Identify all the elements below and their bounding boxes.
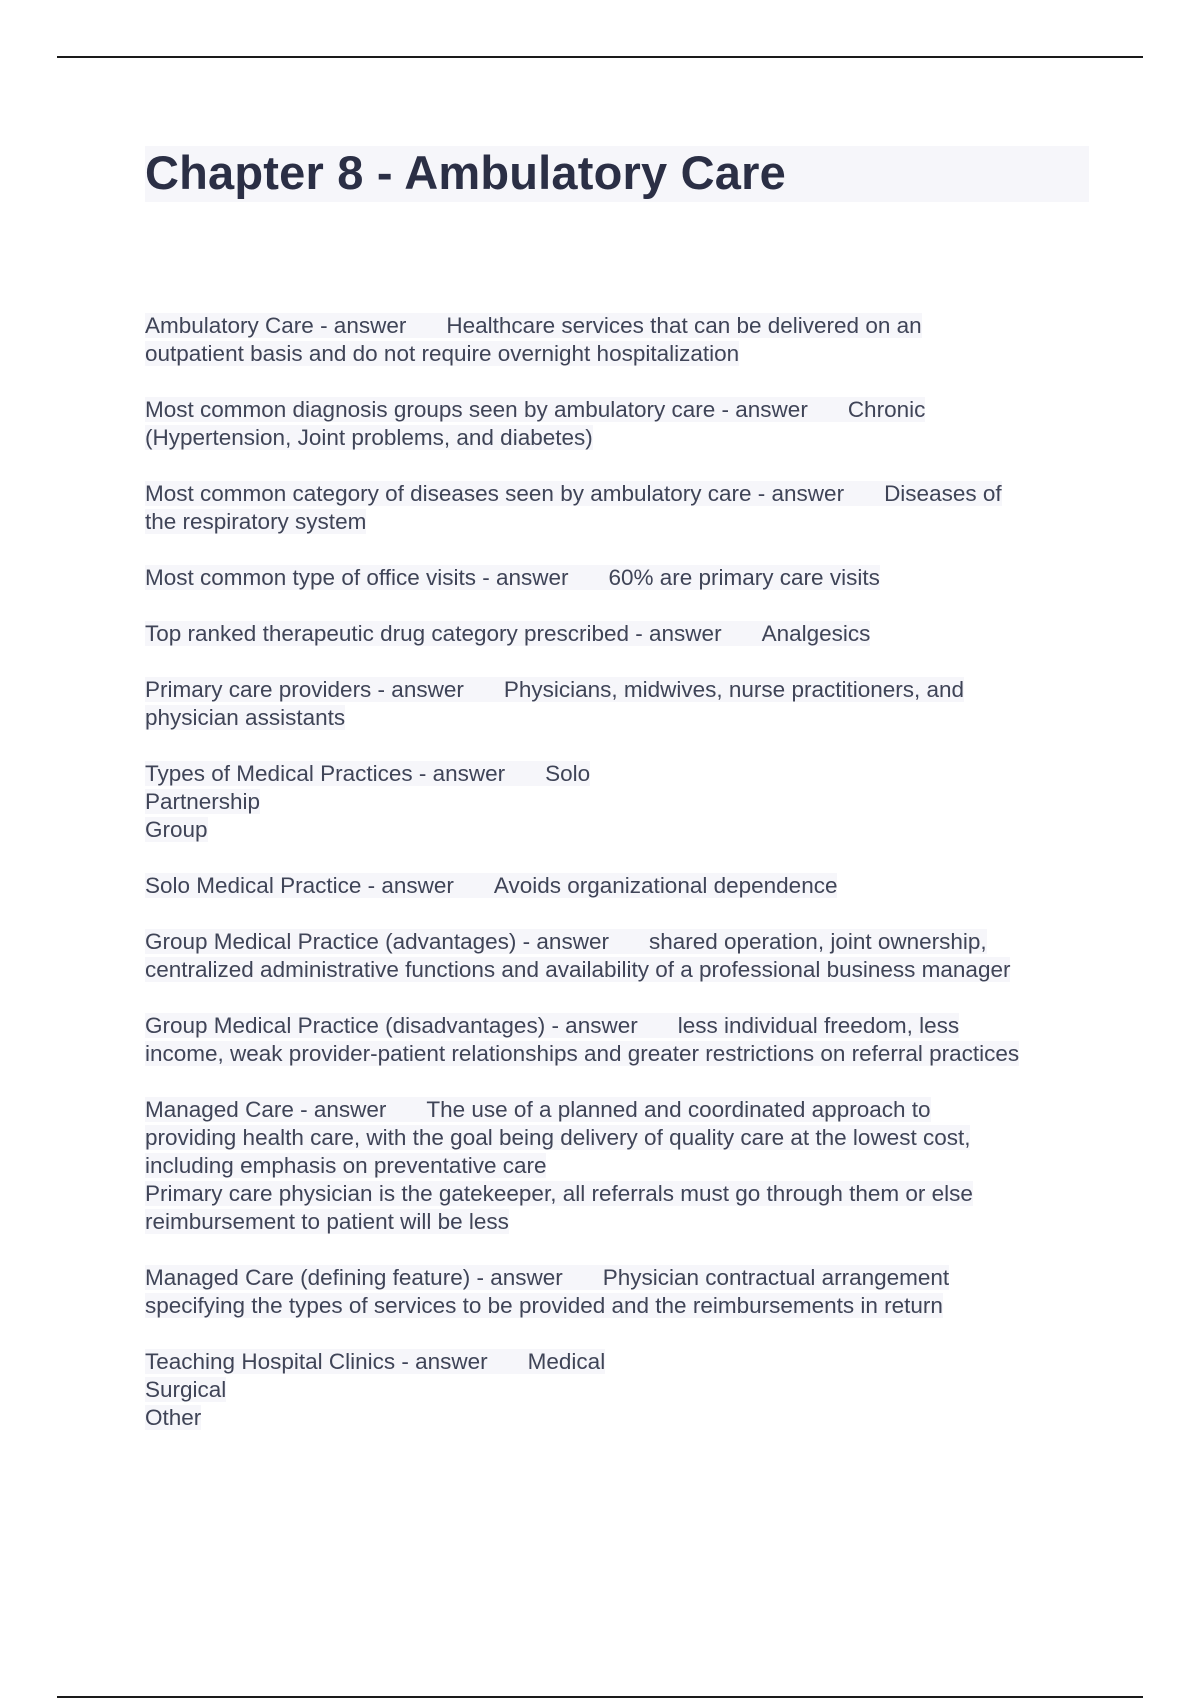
line-highlight — [145, 425, 593, 450]
qa-term: Most common diagnosis groups seen by ambulatory care - answer — [145, 397, 808, 422]
qa-term: Top ranked therapeutic drug category prescribed - answer — [145, 621, 722, 646]
line-highlight — [145, 481, 1002, 506]
top-rule — [57, 56, 1143, 58]
qa-answer-text: Other — [145, 1405, 202, 1430]
qa-entry — [145, 1012, 1095, 1068]
qa-answer-text: 60% are primary care visits — [608, 565, 880, 590]
qa-entry — [145, 928, 1095, 984]
qa-first-line — [145, 760, 1095, 788]
qa-entry — [145, 872, 1095, 900]
qa-answer-text: income, weak provider-patient relationships and greater restrictions on referral practices — [145, 1041, 1020, 1066]
qa-answer-line — [145, 1152, 1095, 1180]
qa-answer-text: Physicians, midwives, nurse practitioners, and — [503, 677, 965, 702]
line-highlight — [145, 1209, 509, 1234]
line-highlight — [145, 1125, 970, 1150]
line-highlight — [145, 761, 590, 786]
qa-entry — [145, 760, 1095, 844]
qa-first-line — [145, 872, 1095, 900]
qa-answer-text: Group — [145, 817, 208, 842]
qa-answer-line — [145, 704, 1095, 732]
qa-term: Group Medical Practice (advantages) - answer — [145, 929, 609, 954]
qa-answer-line — [145, 424, 1095, 452]
line-highlight — [145, 789, 260, 814]
qa-answer-line — [145, 340, 1095, 368]
qa-entry — [145, 1348, 1095, 1432]
qa-entry — [145, 564, 1095, 592]
line-highlight — [145, 1041, 1019, 1066]
line-highlight — [145, 621, 870, 646]
qa-answer-text: (Hypertension, Joint problems, and diabetes) — [145, 425, 593, 450]
qa-entry — [145, 312, 1095, 368]
qa-term: Most common category of diseases seen by ambulatory care - answer — [145, 481, 845, 506]
qa-first-line — [145, 1348, 1095, 1376]
qa-answer-text: providing health care, with the goal being delivery of quality care at the lowest cost, — [145, 1125, 971, 1150]
qa-first-line — [145, 620, 1095, 648]
page-title: Chapter 8 - Ambulatory Care — [145, 146, 786, 199]
qa-term: Solo Medical Practice - answer — [145, 873, 454, 898]
qa-entry — [145, 620, 1095, 648]
line-highlight — [145, 705, 345, 730]
line-highlight — [145, 313, 922, 338]
line-highlight — [145, 341, 739, 366]
line-highlight — [145, 1405, 201, 1430]
qa-first-line — [145, 676, 1095, 704]
qa-term: Managed Care (defining feature) - answer — [145, 1265, 563, 1290]
line-highlight — [145, 957, 1010, 982]
qa-term: Ambulatory Care - answer — [145, 313, 407, 338]
line-highlight — [145, 1265, 949, 1290]
qa-first-line — [145, 480, 1095, 508]
line-highlight — [145, 1013, 959, 1038]
qa-term: Types of Medical Practices - answer — [145, 761, 506, 786]
line-highlight — [145, 1153, 546, 1178]
qa-term: Teaching Hospital Clinics - answer — [145, 1349, 488, 1374]
line-highlight — [145, 509, 366, 534]
qa-entry — [145, 480, 1095, 536]
line-highlight — [145, 929, 987, 954]
qa-answer-line — [145, 1180, 1095, 1208]
line-highlight — [145, 1377, 226, 1402]
qa-answer-line — [145, 1124, 1095, 1152]
qa-answer-text: Solo — [545, 761, 591, 786]
qa-first-line — [145, 564, 1095, 592]
qa-answer-text: physician assistants — [145, 705, 346, 730]
qa-first-line — [145, 1264, 1095, 1292]
qa-first-line — [145, 1096, 1095, 1124]
line-highlight — [145, 873, 837, 898]
qa-answer-text: centralized administrative functions and availability of a professional business manager — [145, 957, 1011, 982]
qa-answer-line — [145, 788, 1095, 816]
qa-entry — [145, 676, 1095, 732]
qa-term: Managed Care - answer — [145, 1097, 387, 1122]
qa-answer-text: The use of a planned and coordinated approach to — [426, 1097, 931, 1122]
qa-answer-text: Analgesics — [761, 621, 871, 646]
qa-first-line — [145, 928, 1095, 956]
qa-answer-text: Healthcare services that can be delivered on an — [446, 313, 922, 338]
qa-first-line — [145, 312, 1095, 340]
qa-answer-text: Primary care physician is the gatekeeper, all referrals must go through them or else — [145, 1181, 973, 1206]
qa-entry — [145, 1096, 1095, 1236]
line-highlight — [145, 817, 208, 842]
qa-answer-text: Physician contractual arrangement — [602, 1265, 950, 1290]
line-highlight — [145, 1349, 605, 1374]
qa-answer-text: Avoids organizational dependence — [493, 873, 838, 898]
qa-term: Primary care providers - answer — [145, 677, 464, 702]
qa-answer-text: shared operation, joint ownership, — [648, 929, 987, 954]
qa-answer-text: specifying the types of services to be provided and the reimbursements in return — [145, 1293, 943, 1318]
qa-first-line — [145, 1012, 1095, 1040]
line-highlight — [145, 397, 925, 422]
line-highlight — [145, 677, 964, 702]
qa-answer-line — [145, 816, 1095, 844]
qa-answer-text: outpatient basis and do not require overnight hospitalization — [145, 341, 740, 366]
qa-answer-line — [145, 1040, 1095, 1068]
qa-list — [145, 312, 1095, 1460]
qa-answer-line — [145, 1404, 1095, 1432]
bottom-rule — [57, 1696, 1143, 1698]
qa-answer-line — [145, 508, 1095, 536]
qa-answer-text: Diseases of — [884, 481, 1002, 506]
qa-answer-line — [145, 1208, 1095, 1236]
qa-answer-line — [145, 956, 1095, 984]
qa-entry — [145, 1264, 1095, 1320]
qa-answer-text: Partnership — [145, 789, 261, 814]
qa-answer-text: including emphasis on preventative care — [145, 1153, 547, 1178]
line-highlight — [145, 1293, 943, 1318]
line-highlight — [145, 565, 880, 590]
qa-answer-text: Surgical — [145, 1377, 227, 1402]
line-highlight — [145, 1181, 973, 1206]
qa-term: Most common type of office visits - answer — [145, 565, 569, 590]
qa-first-line — [145, 396, 1095, 424]
qa-entry — [145, 396, 1095, 452]
qa-answer-text: less individual freedom, less — [677, 1013, 960, 1038]
qa-answer-line — [145, 1376, 1095, 1404]
qa-answer-text: the respiratory system — [145, 509, 367, 534]
line-highlight — [145, 1097, 931, 1122]
qa-answer-text: Chronic — [847, 397, 926, 422]
qa-answer-text: Medical — [527, 1349, 606, 1374]
qa-answer-text: reimbursement to patient will be less — [145, 1209, 509, 1234]
qa-answer-line — [145, 1292, 1095, 1320]
qa-term: Group Medical Practice (disadvantages) - answer — [145, 1013, 638, 1038]
